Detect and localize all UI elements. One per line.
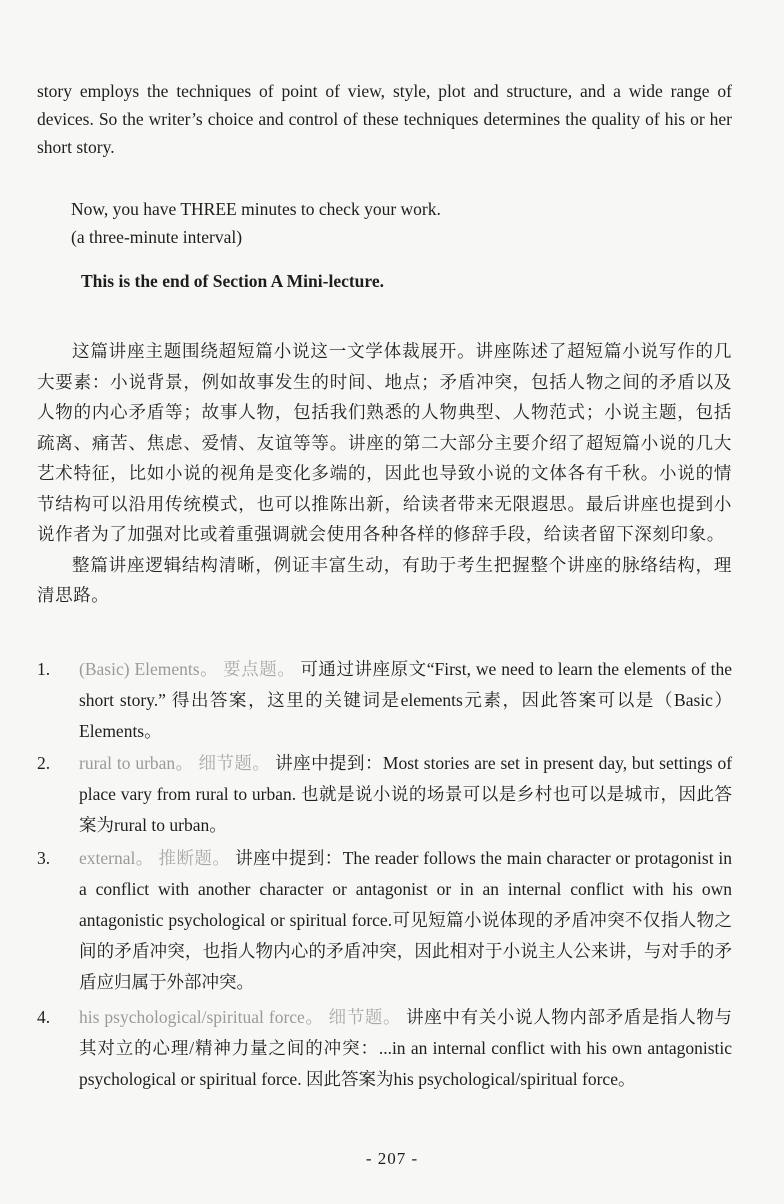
answer-item [37, 1002, 732, 1095]
page-number: - 207 - [365, 1149, 419, 1168]
answer-text: external。 [79, 848, 154, 868]
explanation-text: 讲座中提到：Most stories are set in present day, but settings of place vary from rural to urban. 也就是说小说的场景可以是乡村也可以是城市，因此答案为rural to urban。 [79, 753, 733, 835]
explanation-text: 讲座中提到：The reader follows the main character or protagonist in a conflict with another character or antagonist or in an internal conflict with his own antagonistic psychological or spiritual force.可见短篇小说体现的矛盾冲突不仅指人物之间的矛盾冲突，也指人物内心的矛盾冲突，因此相对于小说主人公来讲，与对手的矛盾应归属于外部冲突。 [79, 848, 733, 992]
answer-item [37, 748, 732, 841]
interval-note: (a three-minute interval) [71, 227, 243, 247]
answer-text: (Basic) Elements。 [79, 659, 219, 679]
section-end-heading: This is the end of Section A Mini-lecture. [81, 271, 385, 291]
intro-paragraph: story employs the techniques of point of view, style, plot and structure, and a wide range of devices. So the writer’s choice and control of these techniques determines the quality of his or her short story. [37, 81, 732, 157]
question-type-tag: 细节题。 [198, 753, 271, 773]
explanation-text: 可通过讲座原文“First, we need to learn the elements of the short story.” 得出答案，这里的关键词是elements元素，因此答案可以是（Basic） Elements。 [79, 659, 733, 741]
item-number: 4. [37, 1007, 51, 1027]
question-type-tag: 要点题。 [223, 659, 296, 679]
summary-paragraph: 整篇讲座逻辑结构清晰，例证丰富生动，有助于考生把握整个讲座的脉络结构，理清思路。 [37, 554, 732, 605]
instruction-line: Now, you have THREE minutes to check your work. [71, 199, 441, 219]
explanation-text: 讲座中有关小说人物内部矛盾是指人物与其对立的心理/精神力量之间的冲突：...in an internal conflict with his own antagonistic psychological or spiritual force. 因此答案为his psychological/spiritual force。 [79, 1007, 733, 1089]
question-type-tag: 推断题。 [158, 848, 231, 868]
item-number: 1. [37, 659, 51, 679]
item-number: 2. [37, 753, 51, 773]
question-type-tag: 细节题。 [328, 1007, 402, 1027]
answer-item [37, 843, 732, 998]
summary-paragraph: 这篇讲座主题围绕超短篇小说这一文学体裁展开。讲座陈述了超短篇小说写作的几大要素：小说背景，例如故事发生的时间、地点；矛盾冲突，包括人物之间的矛盾以及人物的内心矛盾等；故事人物，包括我们熟悉的人物典型、人物范式；小说主题，包括疏离、痛苦、焦虑、爱情、友谊等等。讲座的第二大部分主要介绍了超短篇小说的几大艺术特征，比如小说的视角是变化多端的，因此也导致小说的文体各有千秋。小说的情节结构可以沿用传统模式，也可以推陈出新，给读者带来无限遐思。最后讲座也提到小说作者为了加强对比或着重强调就会使用各种各样的修辞手段，给读者留下深刻印象。 [37, 341, 732, 544]
answer-item [37, 654, 732, 747]
answer-text: rural to urban。 [79, 753, 194, 773]
item-number: 3. [37, 848, 51, 868]
answer-text: his psychological/spiritual force。 [79, 1007, 324, 1027]
summary-block [37, 336, 732, 611]
